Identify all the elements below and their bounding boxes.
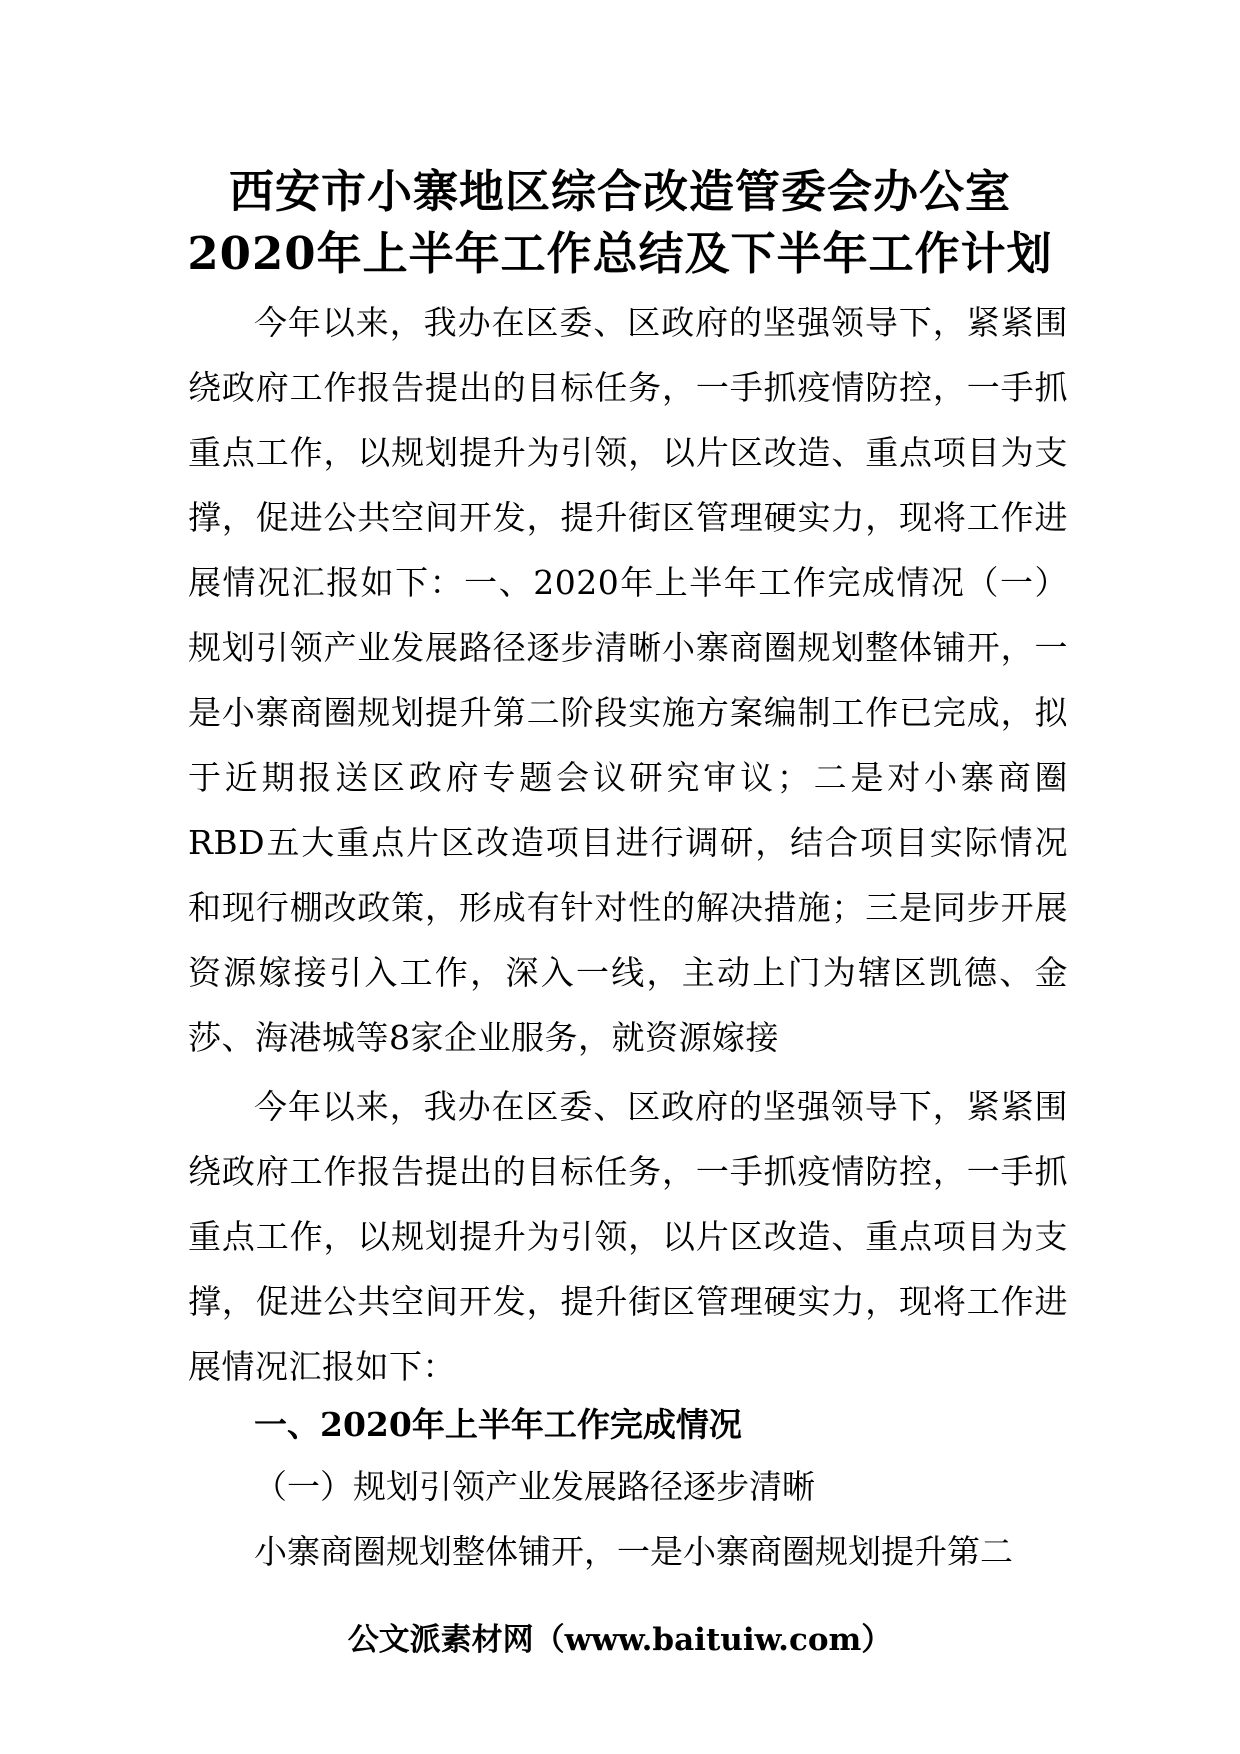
body-paragraph-1: 今年以来，我办在区委、区政府的坚强领导下，紧紧围绕政府工作报告提出的目标任务，一手抓疫情防控，一手抓重点工作，以规划提升为引领，以片区改造、重点项目为支撑，促进公共空间开发，提升街区管理硬实力，现将工作进展情况汇报如下：一、2020年上半年工作完成情况（一）规划引领产业发展路径逐步清晰小寨商圈规划整体铺开，一是小寨商圈规划提升第二阶段实施方案编制工作已完成，拟于近期报送区政府专题会议研究审议；二是对小寨商圈RBD五大重点片区改造项目进行调研，结合项目实际情况和现行棚改政策，形成有针对性的解决措施；三是同步开展资源嫁接引入工作，深入一线，主动上门为辖区凯德、金莎、海港城等8家企业服务，就资源嫁接	[188, 303, 1068, 1057]
subsection-heading: （一）规划引领产业发展路径逐步清晰	[254, 1467, 815, 1506]
body-paragraph-2: 今年以来，我办在区委、区政府的坚强领导下，紧紧围绕政府工作报告提出的目标任务，一手抓疫情防控，一手抓重点工作，以规划提升为引领，以片区改造、重点项目为支撑，促进公共空间开发，提升街区管理硬实力，现将工作进展情况汇报如下：	[188, 1087, 1068, 1386]
document-title-line-1: 西安市小寨地区综合改造管委会办公室	[228, 165, 1011, 218]
body-paragraph-3: 小寨商圈规划整体铺开，一是小寨商圈规划提升第二	[254, 1532, 1013, 1571]
source-footer: 公文派素材网（www.baituiw.com）	[347, 1622, 893, 1658]
document-title-line-2: 2020年上半年工作总结及下半年工作计划	[187, 227, 1053, 280]
section-heading: 一、2020年上半年工作完成情况	[254, 1405, 742, 1444]
